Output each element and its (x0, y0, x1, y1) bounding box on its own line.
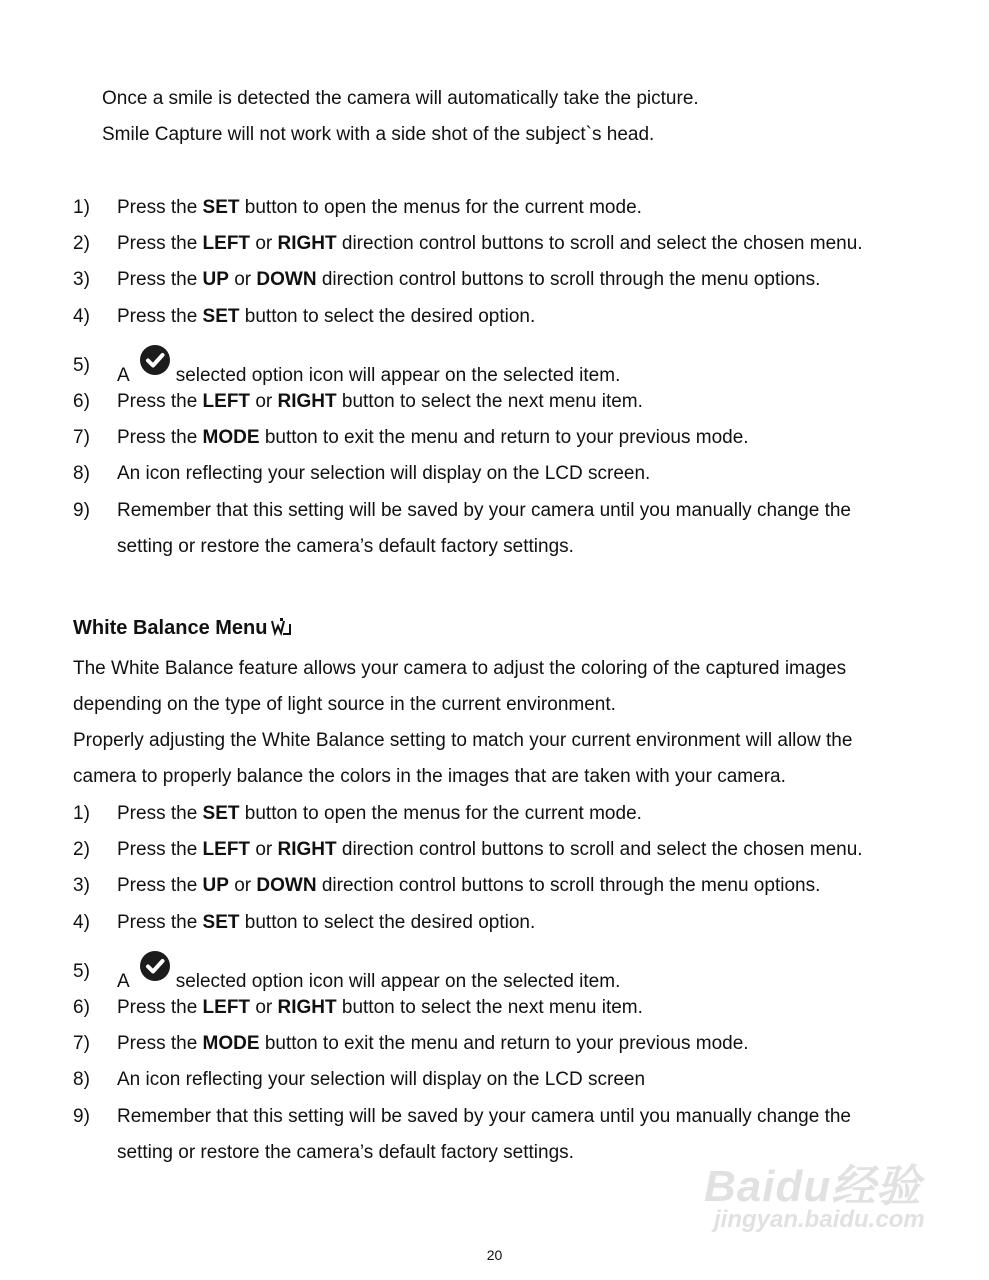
list-number: 5) (73, 355, 90, 376)
list-item: A selected option icon will appear on the selected item. (117, 961, 620, 993)
list-number: 2) (73, 233, 90, 254)
list-item: Press the MODE button to exit the menu and return to your previous mode. (117, 427, 749, 448)
list-number: 2) (73, 839, 90, 860)
list-number: 4) (73, 306, 90, 327)
paragraph-line: The White Balance feature allows your camera to adjust the coloring of the captured images (73, 658, 847, 679)
list-item: Press the SET button to open the menus for the current mode. (117, 803, 642, 824)
list-item: Press the LEFT or RIGHT button to select the next menu item. (117, 391, 643, 412)
list-number: 8) (73, 1069, 90, 1090)
list-number: 7) (73, 427, 90, 448)
list-number: 7) (73, 1033, 90, 1054)
list-number: 5) (73, 961, 90, 982)
list-item: Press the LEFT or RIGHT direction control buttons to scroll and select the chosen menu. (117, 233, 863, 254)
paragraph-line: depending on the type of light source in the current environment. (73, 694, 616, 715)
list-number: 1) (73, 803, 90, 824)
list-item: Remember that this setting will be saved by your camera until you manually change the (117, 1106, 851, 1127)
list-item-continuation: setting or restore the camera’s default factory settings. (117, 1142, 574, 1163)
list-item: Press the MODE button to exit the menu and return to your previous mode. (117, 1033, 749, 1054)
list-item: Press the LEFT or RIGHT direction control buttons to scroll and select the chosen menu. (117, 839, 863, 860)
list-item: Press the SET button to select the desired option. (117, 912, 536, 933)
white-balance-icon (271, 618, 291, 641)
check-circle-icon (140, 951, 170, 981)
list-item: Press the UP or DOWN direction control buttons to scroll through the menu options. (117, 875, 821, 896)
page-number: 20 (486, 1247, 503, 1263)
intro-line-2: Smile Capture will not work with a side shot of the subject`s head. (102, 124, 655, 145)
list-number: 1) (73, 197, 90, 218)
list-item: Press the UP or DOWN direction control buttons to scroll through the menu options. (117, 269, 821, 290)
list-item: An icon reflecting your selection will display on the LCD screen (117, 1069, 646, 1090)
list-number: 6) (73, 391, 90, 412)
list-number: 3) (73, 269, 90, 290)
section-heading: White Balance Menu (73, 617, 291, 641)
list-item: Press the SET button to open the menus for the current mode. (117, 197, 642, 218)
list-item: A selected option icon will appear on the selected item. (117, 355, 620, 387)
list-number: 6) (73, 997, 90, 1018)
watermark-url: jingyan.baidu.com (714, 1206, 925, 1233)
baidu-watermark (700, 1140, 940, 1240)
list-item: Remember that this setting will be saved by your camera until you manually change the (117, 500, 851, 521)
list-number: 4) (73, 912, 90, 933)
intro-line-1: Once a smile is detected the camera will automatically take the picture. (102, 88, 699, 109)
paragraph-line: camera to properly balance the colors in the images that are taken with your camera. (73, 766, 786, 787)
list-item-continuation: setting or restore the camera’s default factory settings. (117, 536, 574, 557)
list-item: Press the SET button to select the desired option. (117, 306, 536, 327)
check-circle-icon (140, 345, 170, 375)
list-number: 9) (73, 500, 90, 521)
list-item: Press the LEFT or RIGHT button to select the next menu item. (117, 997, 643, 1018)
list-number: 3) (73, 875, 90, 896)
list-number: 8) (73, 463, 90, 484)
list-item: An icon reflecting your selection will display on the LCD screen. (117, 463, 651, 484)
list-number: 9) (73, 1106, 90, 1127)
paragraph-line: Properly adjusting the White Balance setting to match your current environment will allow the (73, 730, 853, 751)
watermark-brand: Baidu经验 (704, 1162, 922, 1211)
